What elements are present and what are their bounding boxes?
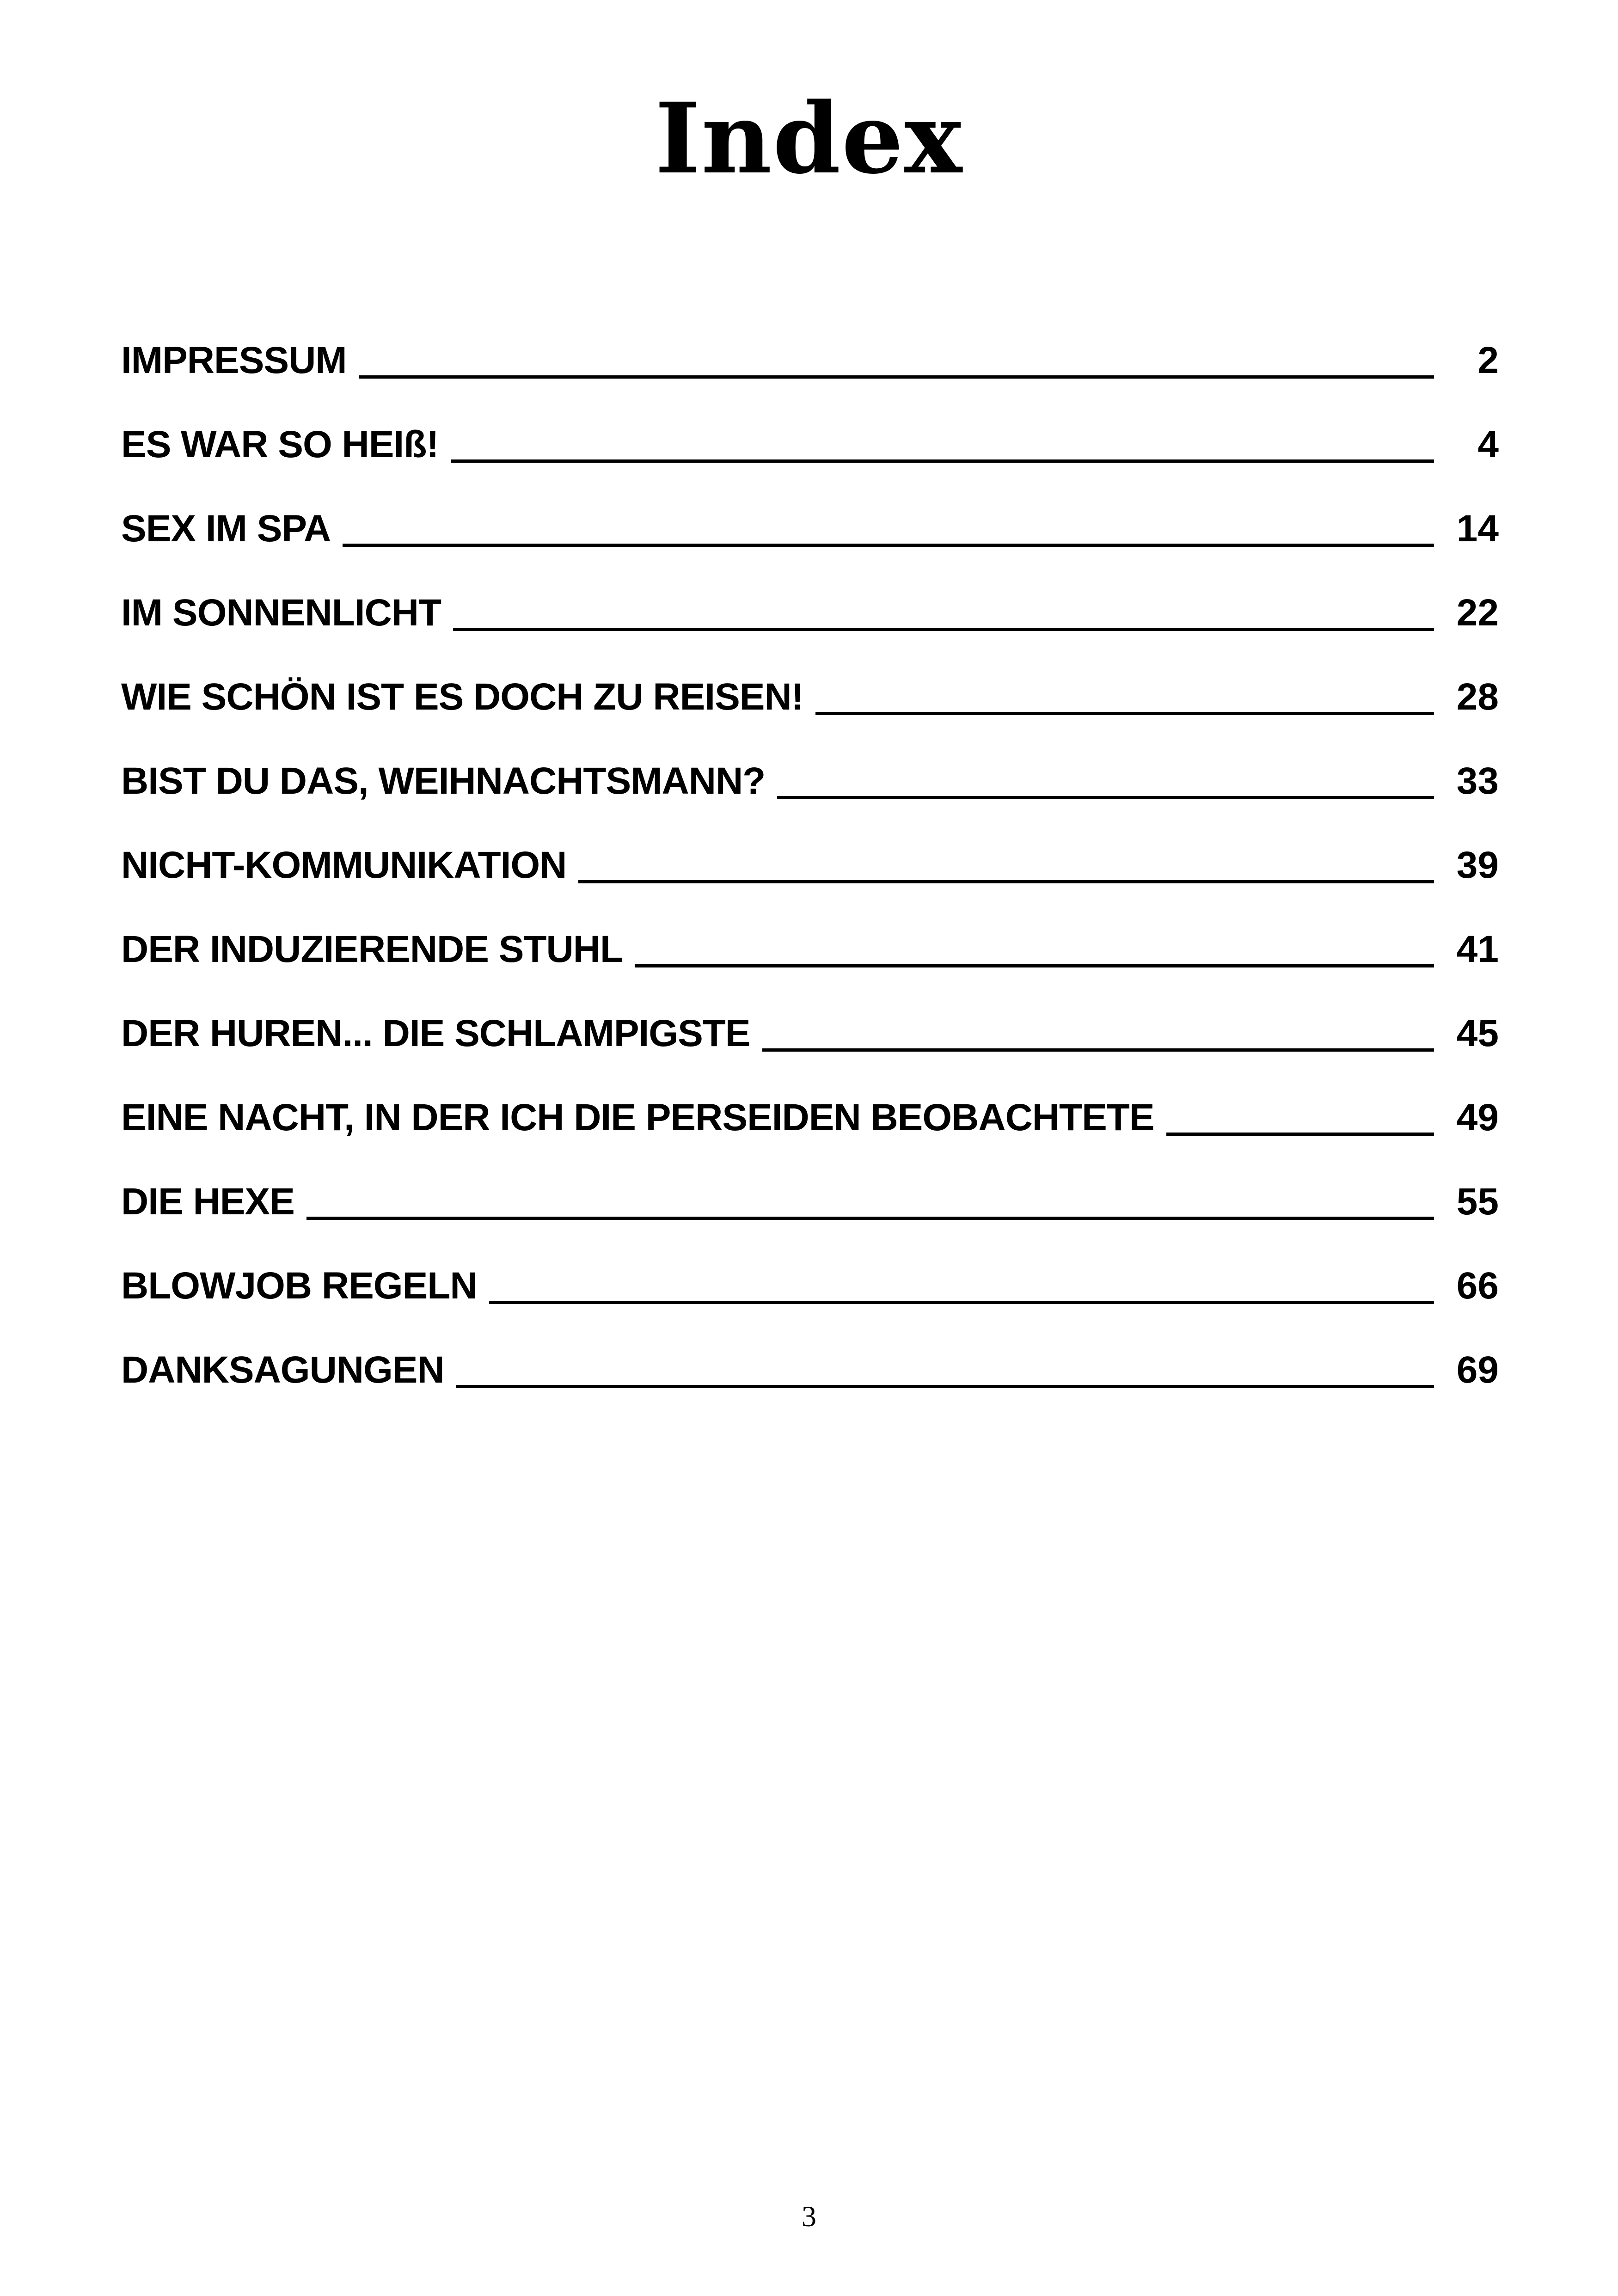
toc-entry-page: 39: [1456, 844, 1499, 886]
toc-entry-der-induzierende-stuhl[interactable]: [121, 922, 1499, 1006]
toc-leader-line: [451, 459, 1434, 463]
toc-entry-title: DER HUREN... DIE SCHLAMPIGSTE: [121, 1012, 750, 1054]
toc-entry-title: NICHT-KOMMUNIKATION: [121, 844, 567, 886]
toc-entry-title: ES WAR SO HEIß!: [121, 423, 439, 465]
toc-entry-impressum[interactable]: [121, 333, 1499, 417]
toc-entry-title: SEX IM SPA: [121, 508, 331, 550]
toc-entry-der-huren-die-schlampigste[interactable]: [121, 1006, 1499, 1090]
toc-entry-title: BIST DU DAS, WEIHNACHTSMANN?: [121, 760, 766, 802]
toc-entry-page: 28: [1456, 676, 1499, 718]
toc-leader-line: [343, 544, 1434, 547]
table-of-contents: [121, 333, 1499, 1427]
toc-entry-es-war-so-heiss[interactable]: [121, 417, 1499, 501]
toc-leader-line: [762, 1048, 1434, 1052]
toc-entry-blowjob-regeln[interactable]: [121, 1258, 1499, 1342]
toc-entry-nicht-kommunikation[interactable]: [121, 838, 1499, 922]
toc-leader-line: [777, 796, 1434, 799]
toc-leader-line: [489, 1301, 1434, 1304]
toc-leader-line: [453, 628, 1434, 631]
toc-entry-bist-du-das-weihnachtsmann[interactable]: [121, 753, 1499, 838]
toc-entry-eine-nacht-perseiden[interactable]: [121, 1090, 1499, 1174]
toc-entry-im-sonnenlicht[interactable]: [121, 585, 1499, 669]
toc-leader-line: [1166, 1133, 1434, 1136]
toc-entry-title: DANKSAGUNGEN: [121, 1349, 444, 1391]
toc-entry-die-hexe[interactable]: [121, 1174, 1499, 1258]
toc-entry-title: EINE NACHT, IN DER ICH DIE PERSEIDEN BEOBACHTETE: [121, 1096, 1154, 1139]
toc-leader-line: [578, 880, 1434, 883]
toc-leader-line: [456, 1385, 1434, 1388]
toc-entry-page: 41: [1456, 928, 1499, 970]
toc-entry-page: 49: [1456, 1096, 1499, 1139]
toc-entry-page: 2: [1477, 339, 1499, 381]
toc-entry-title: DER INDUZIERENDE STUHL: [121, 928, 623, 970]
toc-entry-page: 14: [1456, 508, 1499, 550]
toc-entry-page: 69: [1456, 1349, 1499, 1391]
toc-entry-title: BLOWJOB REGELN: [121, 1265, 477, 1307]
toc-entry-page: 66: [1456, 1265, 1499, 1307]
toc-entry-title: WIE SCHÖN IST ES DOCH ZU REISEN!: [121, 676, 803, 718]
toc-entry-wie-schoen-ist-es-doch-zu-reisen[interactable]: [121, 669, 1499, 753]
toc-leader-line: [815, 712, 1434, 715]
toc-entry-danksagungen[interactable]: [121, 1342, 1499, 1427]
toc-leader-line: [359, 375, 1434, 379]
toc-entry-page: 55: [1456, 1181, 1499, 1223]
page-title: Index: [655, 81, 963, 196]
toc-leader-line: [306, 1217, 1434, 1220]
toc-entry-title: DIE HEXE: [121, 1181, 294, 1223]
toc-entry-title: IMPRESSUM: [121, 339, 347, 381]
toc-entry-sex-im-spa[interactable]: [121, 501, 1499, 585]
toc-entry-page: 22: [1456, 592, 1499, 634]
page-number: 3: [802, 2200, 816, 2233]
toc-entry-page: 45: [1456, 1012, 1499, 1054]
toc-entry-title: IM SONNENLICHT: [121, 592, 441, 634]
toc-entry-page: 33: [1456, 760, 1499, 802]
toc-entry-page: 4: [1477, 423, 1499, 465]
toc-leader-line: [635, 964, 1434, 967]
